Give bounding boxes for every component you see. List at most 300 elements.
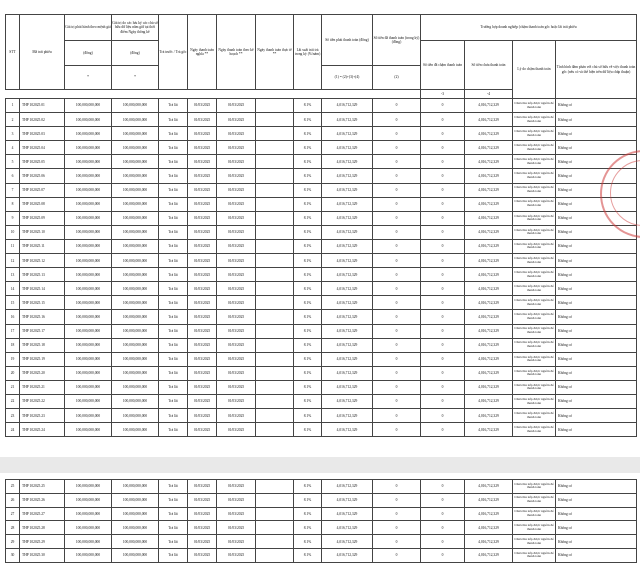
cell-obligation-date: 01/03/2025 <box>188 113 217 127</box>
cell-obligation-date: 01/03/2025 <box>188 521 217 535</box>
table-row <box>6 548 637 562</box>
cell-interest-rate: 8.1% <box>294 521 322 535</box>
cell-row-number: 11 <box>6 239 20 253</box>
cell-amount-paid: 0 <box>373 268 421 282</box>
cell-obligation-date: 01/03/2025 <box>188 197 217 211</box>
cell-payment-type: Trả lãi <box>159 380 188 394</box>
cell-row-number: 24 <box>6 423 20 437</box>
header-index-2: (2) <box>373 66 421 90</box>
cell-amount-paid: 0 <box>373 338 421 352</box>
cell-issue-value: 100,000,000,000 <box>65 409 112 423</box>
table-body-top <box>6 99 637 437</box>
cell-planned-date: 01/03/2025 <box>217 183 256 197</box>
cell-amount-due: 4,016,712,329 <box>322 282 373 296</box>
cell-issue-value: 100,000,000,000 <box>65 211 112 225</box>
cell-negotiation-status: Không có <box>556 352 637 366</box>
cell-issue-value: 100,000,000,000 <box>65 141 112 155</box>
cell-late-reason: Chưa thu xếp được nguồn để thanh toán <box>513 99 556 113</box>
cell-planned-date: 01/03/2025 <box>217 113 256 127</box>
header-amount-due: Số tiền phải thanh toán (đồng) <box>322 15 373 66</box>
cell-interest-rate: 8.1% <box>294 211 322 225</box>
cell-issue-value: 100,000,000,000 <box>65 507 112 521</box>
cell-bond-code: THP 102025.03 <box>20 127 65 141</box>
cell-amount-due: 4,016,712,329 <box>322 254 373 268</box>
cell-obligation-date: 01/03/2025 <box>188 380 217 394</box>
cell-amount-due: 4,016,712,329 <box>322 352 373 366</box>
cell-held-value: 100,000,000,000 <box>112 493 159 507</box>
cell-obligation-date: 01/03/2025 <box>188 239 217 253</box>
cell-held-value: 100,000,000,000 <box>112 268 159 282</box>
cell-planned-date: 01/03/2025 <box>217 211 256 225</box>
cell-unpaid-amount: 4,016,712,329 <box>465 211 513 225</box>
cell-held-value: 100,000,000,000 <box>112 211 159 225</box>
cell-amount-paid: 0 <box>373 296 421 310</box>
cell-amount-paid: 0 <box>373 507 421 521</box>
cell-late-amount: 0 <box>421 141 465 155</box>
cell-interest-rate: 8.1% <box>294 225 322 239</box>
cell-amount-due: 4,016,712,329 <box>322 310 373 324</box>
cell-actual-date <box>256 521 294 535</box>
header-stt: STT <box>6 15 20 90</box>
cell-late-reason: Chưa thu xếp được nguồn để thanh toán <box>513 127 556 141</box>
cell-interest-rate: 8.1% <box>294 310 322 324</box>
cell-obligation-date: 01/03/2025 <box>188 155 217 169</box>
cell-interest-rate: 8.1% <box>294 394 322 408</box>
cell-negotiation-status: Không có <box>556 127 637 141</box>
cell-late-amount: 0 <box>421 366 465 380</box>
cell-negotiation-status: Không có <box>556 338 637 352</box>
cell-unpaid-amount: 4,016,712,329 <box>465 282 513 296</box>
cell-negotiation-status: Không có <box>556 480 637 494</box>
cell-obligation-date: 01/03/2025 <box>188 127 217 141</box>
cell-issue-value: 100,000,000,000 <box>65 197 112 211</box>
cell-negotiation-status: Không có <box>556 394 637 408</box>
cell-late-reason: Chưa thu xếp được nguồn để thanh toán <box>513 155 556 169</box>
cell-actual-date <box>256 507 294 521</box>
cell-late-reason: Chưa thu xếp được nguồn để thanh toán <box>513 141 556 155</box>
cell-payment-type: Trả lãi <box>159 254 188 268</box>
cell-interest-rate: 8.1% <box>294 480 322 494</box>
cell-planned-date: 01/03/2025 <box>217 507 256 521</box>
cell-amount-due: 4,016,712,329 <box>322 324 373 338</box>
cell-amount-paid: 0 <box>373 127 421 141</box>
cell-negotiation-status: Không có <box>556 268 637 282</box>
header-unit-2: (đồng) <box>112 41 159 66</box>
cell-planned-date: 01/03/2025 <box>217 296 256 310</box>
cell-amount-due: 4,016,712,329 <box>322 296 373 310</box>
header-late-case: Trường hợp doanh nghiệp (chậm thanh toán gốc hoặc lãi trái phiếu <box>421 15 637 41</box>
cell-unpaid-amount: 4,016,712,329 <box>465 99 513 113</box>
cell-amount-paid: 0 <box>373 282 421 296</box>
table-row <box>6 338 637 352</box>
cell-late-amount: 0 <box>421 548 465 562</box>
cell-amount-due: 4,016,712,329 <box>322 268 373 282</box>
cell-late-amount: 0 <box>421 507 465 521</box>
cell-amount-due: 4,016,712,329 <box>322 239 373 253</box>
cell-actual-date <box>256 548 294 562</box>
cell-bond-code: THP 102025.01 <box>20 99 65 113</box>
cell-actual-date <box>256 380 294 394</box>
cell-negotiation-status: Không có <box>556 324 637 338</box>
cell-negotiation-status: Không có <box>556 99 637 113</box>
header-bond-code: Mã trái phiếu <box>20 15 65 90</box>
cell-actual-date <box>256 113 294 127</box>
cell-interest-rate: 8.1% <box>294 282 322 296</box>
cell-late-amount: 0 <box>421 127 465 141</box>
cell-amount-due: 4,016,712,329 <box>322 548 373 562</box>
cell-late-amount: 0 <box>421 380 465 394</box>
cell-actual-date <box>256 268 294 282</box>
cell-obligation-date: 01/03/2025 <box>188 366 217 380</box>
cell-held-value: 100,000,000,000 <box>112 324 159 338</box>
cell-amount-paid: 0 <box>373 141 421 155</box>
table-row <box>6 380 637 394</box>
header-late-amount: Số tiền đã chậm thanh toán <box>421 41 465 90</box>
cell-negotiation-status: Không có <box>556 225 637 239</box>
cell-actual-date <box>256 169 294 183</box>
cell-row-number: 17 <box>6 324 20 338</box>
cell-payment-type: Trả lãi <box>159 99 188 113</box>
cell-bond-code: THP 102025.12 <box>20 254 65 268</box>
cell-held-value: 100,000,000,000 <box>112 548 159 562</box>
cell-held-value: 100,000,000,000 <box>112 197 159 211</box>
cell-actual-date <box>256 127 294 141</box>
cell-interest-rate: 8.1% <box>294 548 322 562</box>
cell-amount-due: 4,016,712,329 <box>322 423 373 437</box>
cell-held-value: 100,000,000,000 <box>112 409 159 423</box>
cell-row-number: 15 <box>6 296 20 310</box>
cell-bond-code: THP 102025.27 <box>20 507 65 521</box>
cell-interest-rate: 8.1% <box>294 268 322 282</box>
cell-actual-date <box>256 366 294 380</box>
table-row <box>6 282 637 296</box>
header-obligation-date: Ngày thanh toán nghĩa ** <box>188 15 217 90</box>
cell-late-reason: Chưa thu xếp được nguồn để thanh toán <box>513 183 556 197</box>
cell-late-reason: Chưa thu xếp được nguồn để thanh toán <box>513 268 556 282</box>
cell-planned-date: 01/03/2025 <box>217 197 256 211</box>
cell-amount-paid: 0 <box>373 254 421 268</box>
cell-payment-type: Trả lãi <box>159 310 188 324</box>
cell-actual-date <box>256 409 294 423</box>
cell-interest-rate: 8.1% <box>294 507 322 521</box>
cell-amount-paid: 0 <box>373 480 421 494</box>
cell-late-reason: Chưa thu xếp được nguồn để thanh toán <box>513 423 556 437</box>
cell-amount-paid: 0 <box>373 324 421 338</box>
cell-row-number: 27 <box>6 507 20 521</box>
cell-issue-value: 100,000,000,000 <box>65 310 112 324</box>
cell-obligation-date: 01/03/2025 <box>188 310 217 324</box>
cell-payment-type: Trả lãi <box>159 480 188 494</box>
cell-bond-code: THP 102025.16 <box>20 310 65 324</box>
cell-issue-value: 100,000,000,000 <box>65 548 112 562</box>
cell-held-value: 100,000,000,000 <box>112 113 159 127</box>
table-row <box>6 197 637 211</box>
cell-issue-value: 100,000,000,000 <box>65 366 112 380</box>
cell-actual-date <box>256 225 294 239</box>
cell-held-value: 100,000,000,000 <box>112 169 159 183</box>
cell-held-value: 100,000,000,000 <box>112 535 159 549</box>
cell-actual-date <box>256 310 294 324</box>
cell-negotiation-status: Không có <box>556 507 637 521</box>
table-row <box>6 296 637 310</box>
cell-amount-paid: 0 <box>373 394 421 408</box>
cell-negotiation-status: Không có <box>556 239 637 253</box>
cell-late-reason: Chưa thu xếp được nguồn để thanh toán <box>513 507 556 521</box>
cell-payment-type: Trả lãi <box>159 548 188 562</box>
cell-late-amount: 0 <box>421 254 465 268</box>
cell-interest-rate: 8.1% <box>294 197 322 211</box>
cell-issue-value: 100,000,000,000 <box>65 521 112 535</box>
cell-actual-date <box>256 141 294 155</box>
cell-issue-value: 100,000,000,000 <box>65 352 112 366</box>
cell-payment-type: Trả lãi <box>159 141 188 155</box>
cell-unpaid-amount: 4,016,712,329 <box>465 155 513 169</box>
cell-interest-rate: 8.1% <box>294 169 322 183</box>
cell-actual-date <box>256 183 294 197</box>
cell-late-amount: 0 <box>421 535 465 549</box>
cell-negotiation-status: Không có <box>556 366 637 380</box>
cell-negotiation-status: Không có <box>556 493 637 507</box>
cell-unpaid-amount: 4,016,712,329 <box>465 548 513 562</box>
cell-late-reason: Chưa thu xếp được nguồn để thanh toán <box>513 380 556 394</box>
cell-held-value: 100,000,000,000 <box>112 141 159 155</box>
cell-late-amount: 0 <box>421 352 465 366</box>
cell-unpaid-amount: 4,016,712,329 <box>465 310 513 324</box>
cell-interest-rate: 8.1% <box>294 352 322 366</box>
cell-payment-type: Trả lãi <box>159 324 188 338</box>
cell-obligation-date: 01/03/2025 <box>188 141 217 155</box>
cell-amount-due: 4,016,712,329 <box>322 155 373 169</box>
cell-row-number: 3 <box>6 127 20 141</box>
cell-planned-date: 01/03/2025 <box>217 268 256 282</box>
cell-negotiation-status: Không có <box>556 113 637 127</box>
cell-issue-value: 100,000,000,000 <box>65 423 112 437</box>
cell-amount-due: 4,016,712,329 <box>322 521 373 535</box>
table-row <box>6 113 637 127</box>
cell-unpaid-amount: 4,016,712,329 <box>465 225 513 239</box>
cell-amount-due: 4,016,712,329 <box>322 394 373 408</box>
cell-unpaid-amount: 4,016,712,329 <box>465 296 513 310</box>
cell-late-reason: Chưa thu xếp được nguồn để thanh toán <box>513 310 556 324</box>
cell-amount-paid: 0 <box>373 113 421 127</box>
cell-payment-type: Trả lãi <box>159 338 188 352</box>
cell-actual-date <box>256 282 294 296</box>
cell-planned-date: 01/03/2025 <box>217 493 256 507</box>
cell-interest-rate: 8.1% <box>294 493 322 507</box>
cell-bond-code: THP 102025.08 <box>20 197 65 211</box>
cell-interest-rate: 8.1% <box>294 254 322 268</box>
cell-row-number: 9 <box>6 211 20 225</box>
cell-late-reason: Chưa thu xếp được nguồn để thanh toán <box>513 535 556 549</box>
table-row <box>6 254 637 268</box>
table-row <box>6 239 637 253</box>
cell-amount-paid: 0 <box>373 99 421 113</box>
cell-held-value: 100,000,000,000 <box>112 127 159 141</box>
cell-issue-value: 100,000,000,000 <box>65 183 112 197</box>
cell-bond-code: THP 102025.29 <box>20 535 65 549</box>
cell-planned-date: 01/03/2025 <box>217 169 256 183</box>
table-row <box>6 324 637 338</box>
cell-interest-rate: 8.1% <box>294 366 322 380</box>
cell-interest-rate: 8.1% <box>294 324 322 338</box>
cell-held-value: 100,000,000,000 <box>112 99 159 113</box>
table-row <box>6 423 637 437</box>
header-payment-type: Trả trước / Trả gốc <box>159 15 188 90</box>
cell-negotiation-status: Không có <box>556 211 637 225</box>
cell-obligation-date: 01/03/2025 <box>188 183 217 197</box>
cell-negotiation-status: Không có <box>556 535 637 549</box>
cell-obligation-date: 01/03/2025 <box>188 394 217 408</box>
cell-bond-code: THP 102025.30 <box>20 548 65 562</box>
cell-held-value: 100,000,000,000 <box>112 296 159 310</box>
table-row <box>6 155 637 169</box>
header-marker-1: * <box>65 66 112 90</box>
cell-amount-paid: 0 <box>373 493 421 507</box>
header-unpaid-amount: Số tiền chưa thanh toán <box>465 41 513 90</box>
table-row <box>6 493 637 507</box>
cell-payment-type: Trả lãi <box>159 113 188 127</box>
cell-bond-code: THP 102025.11 <box>20 239 65 253</box>
cell-late-amount: 0 <box>421 155 465 169</box>
cell-interest-rate: 8.1% <box>294 155 322 169</box>
cell-actual-date <box>256 394 294 408</box>
cell-amount-due: 4,016,712,329 <box>322 141 373 155</box>
cell-planned-date: 01/03/2025 <box>217 282 256 296</box>
cell-unpaid-amount: 4,016,712,329 <box>465 507 513 521</box>
cell-planned-date: 01/03/2025 <box>217 480 256 494</box>
cell-amount-paid: 0 <box>373 352 421 366</box>
cell-planned-date: 01/03/2025 <box>217 99 256 113</box>
cell-actual-date <box>256 155 294 169</box>
cell-planned-date: 01/03/2025 <box>217 141 256 155</box>
cell-interest-rate: 8.1% <box>294 127 322 141</box>
cell-amount-due: 4,016,712,329 <box>322 169 373 183</box>
cell-interest-rate: 8.1% <box>294 338 322 352</box>
cell-late-reason: Chưa thu xếp được nguồn để thanh toán <box>513 296 556 310</box>
cell-negotiation-status: Không có <box>556 296 637 310</box>
header-unit-1: (đồng) <box>65 41 112 66</box>
cell-bond-code: THP 102025.24 <box>20 423 65 437</box>
header-formula: (1) = (2)+(3)+(4) <box>322 66 373 90</box>
cell-obligation-date: 01/03/2025 <box>188 409 217 423</box>
cell-unpaid-amount: 4,016,712,329 <box>465 366 513 380</box>
table-row <box>6 169 637 183</box>
header-amount-paid: Số tiền đã thanh toán (trong kỳ) (đồng) <box>373 15 421 66</box>
cell-row-number: 22 <box>6 394 20 408</box>
cell-late-amount: 0 <box>421 239 465 253</box>
cell-unpaid-amount: 4,016,712,329 <box>465 169 513 183</box>
cell-row-number: 2 <box>6 113 20 127</box>
cell-late-reason: Chưa thu xếp được nguồn để thanh toán <box>513 480 556 494</box>
cell-row-number: 14 <box>6 282 20 296</box>
header-issue-value: Giá trị phát hành theo mệnh giá <box>65 15 112 41</box>
cell-planned-date: 01/03/2025 <box>217 352 256 366</box>
cell-obligation-date: 01/03/2025 <box>188 548 217 562</box>
cell-planned-date: 01/03/2025 <box>217 225 256 239</box>
cell-amount-paid: 0 <box>373 380 421 394</box>
cell-row-number: 18 <box>6 338 20 352</box>
cell-late-amount: 0 <box>421 197 465 211</box>
cell-held-value: 100,000,000,000 <box>112 239 159 253</box>
cell-held-value: 100,000,000,000 <box>112 310 159 324</box>
cell-interest-rate: 8.1% <box>294 239 322 253</box>
cell-interest-rate: 8.1% <box>294 380 322 394</box>
cell-unpaid-amount: 4,016,712,329 <box>465 535 513 549</box>
cell-amount-due: 4,016,712,329 <box>322 225 373 239</box>
cell-unpaid-amount: 4,016,712,329 <box>465 521 513 535</box>
cell-late-amount: 0 <box>421 480 465 494</box>
cell-late-reason: Chưa thu xếp được nguồn để thanh toán <box>513 352 556 366</box>
cell-unpaid-amount: 4,016,712,329 <box>465 113 513 127</box>
bond-payment-table-bottom <box>5 479 637 563</box>
table-row <box>6 127 637 141</box>
cell-bond-code: THP 102025.20 <box>20 366 65 380</box>
cell-late-amount: 0 <box>421 409 465 423</box>
cell-late-reason: Chưa thu xếp được nguồn để thanh toán <box>513 197 556 211</box>
cell-amount-due: 4,016,712,329 <box>322 409 373 423</box>
cell-obligation-date: 01/03/2025 <box>188 225 217 239</box>
table-row <box>6 394 637 408</box>
cell-late-reason: Chưa thu xếp được nguồn để thanh toán <box>513 493 556 507</box>
cell-amount-due: 4,016,712,329 <box>322 113 373 127</box>
cell-payment-type: Trả lãi <box>159 183 188 197</box>
cell-late-amount: 0 <box>421 282 465 296</box>
table-row <box>6 268 637 282</box>
cell-late-reason: Chưa thu xếp được nguồn để thanh toán <box>513 409 556 423</box>
cell-negotiation-status: Không có <box>556 521 637 535</box>
cell-negotiation-status: Không có <box>556 409 637 423</box>
cell-unpaid-amount: 4,016,712,329 <box>465 394 513 408</box>
cell-issue-value: 100,000,000,000 <box>65 380 112 394</box>
table-row <box>6 310 637 324</box>
page-gap <box>0 457 640 473</box>
cell-issue-value: 100,000,000,000 <box>65 127 112 141</box>
cell-interest-rate: 8.1% <box>294 423 322 437</box>
header-index-4: -4 <box>465 90 513 99</box>
cell-interest-rate: 8.1% <box>294 296 322 310</box>
cell-late-amount: 0 <box>421 113 465 127</box>
cell-held-value: 100,000,000,000 <box>112 521 159 535</box>
cell-actual-date <box>256 352 294 366</box>
table-row <box>6 366 637 380</box>
cell-payment-type: Trả lãi <box>159 352 188 366</box>
cell-bond-code: THP 102025.14 <box>20 282 65 296</box>
cell-row-number: 28 <box>6 521 20 535</box>
table-row <box>6 480 637 494</box>
cell-bond-code: THP 102025.13 <box>20 268 65 282</box>
cell-amount-paid: 0 <box>373 423 421 437</box>
cell-held-value: 100,000,000,000 <box>112 507 159 521</box>
header-interest-rate: Lãi suất trái trả trong kỳ (%/năm) <box>294 15 322 90</box>
cell-amount-due: 4,016,712,329 <box>322 507 373 521</box>
cell-late-reason: Chưa thu xếp được nguồn để thanh toán <box>513 211 556 225</box>
table-row <box>6 409 637 423</box>
cell-held-value: 100,000,000,000 <box>112 338 159 352</box>
cell-interest-rate: 8.1% <box>294 113 322 127</box>
cell-held-value: 100,000,000,000 <box>112 352 159 366</box>
cell-interest-rate: 8.1% <box>294 409 322 423</box>
cell-row-number: 1 <box>6 99 20 113</box>
cell-unpaid-amount: 4,016,712,329 <box>465 380 513 394</box>
cell-bond-code: THP 102025.04 <box>20 141 65 155</box>
cell-planned-date: 01/03/2025 <box>217 380 256 394</box>
cell-payment-type: Trả lãi <box>159 535 188 549</box>
cell-row-number: 29 <box>6 535 20 549</box>
cell-row-number: 5 <box>6 155 20 169</box>
cell-planned-date: 01/03/2025 <box>217 338 256 352</box>
cell-actual-date <box>256 423 294 437</box>
cell-unpaid-amount: 4,016,712,329 <box>465 254 513 268</box>
